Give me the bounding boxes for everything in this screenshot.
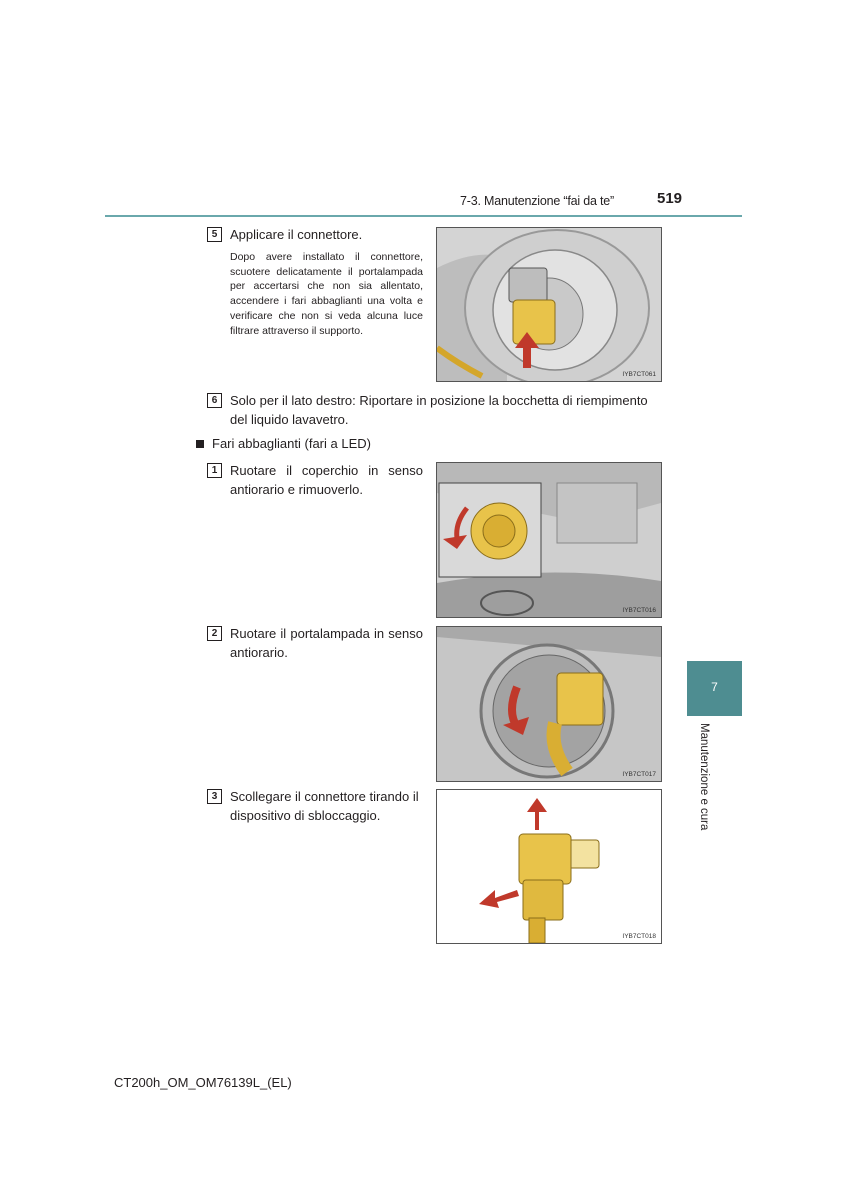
step-text: Ruotare il coperchio in senso antiorario e rimuoverlo.: [230, 463, 423, 497]
figure-connector-release: [436, 789, 662, 944]
page-number: 519: [657, 190, 683, 207]
figure-code: IYB7CT018: [622, 933, 656, 940]
section-heading: Fari abbaglianti (fari a LED): [212, 436, 371, 451]
step-number-box: 6: [207, 393, 222, 408]
chapter-number: 7: [711, 680, 718, 694]
figure-code: IYB7CT017: [622, 771, 656, 778]
chapter-tab[interactable]: [687, 661, 742, 716]
figure-socket-rotate: [436, 626, 662, 782]
chapter-title: Manutenzione e cura: [698, 723, 710, 831]
header-rule: [105, 215, 742, 217]
step-number-box: 3: [207, 789, 222, 804]
step-text: Ruotare il portalampada in senso antiorario.: [230, 626, 423, 660]
step-number-box: 2: [207, 626, 222, 641]
step-number-box: 1: [207, 463, 222, 478]
step-number-box: 5: [207, 227, 222, 242]
step-note: Dopo avere installato il connettore, scuotere delicatamente il portalampada per accertarsi che non sia allentato, accendere i fari abbaglianti una volta e verificare che non si veda alcuna luce filtrare attraverso il supporto.: [230, 251, 423, 337]
figure-cover-remove: [436, 462, 662, 618]
figure-connector-install: [436, 227, 662, 382]
section-title: 7-3. Manutenzione “fai da te”: [460, 194, 615, 208]
step-text: Solo per il lato destro: Riportare in posizione la bocchetta di riempimento del liquido lavavetro.: [230, 393, 648, 427]
heading-bullet: [196, 440, 204, 448]
figure-code: IYB7CT061: [622, 371, 656, 378]
step-text: Scollegare il connettore tirando il dispositivo di sbloccaggio.: [230, 789, 419, 823]
document-code: CT200h_OM_OM76139L_(EL): [114, 1075, 292, 1090]
step-text: Applicare il connettore.: [230, 227, 363, 242]
figure-code: IYB7CT016: [622, 607, 656, 614]
